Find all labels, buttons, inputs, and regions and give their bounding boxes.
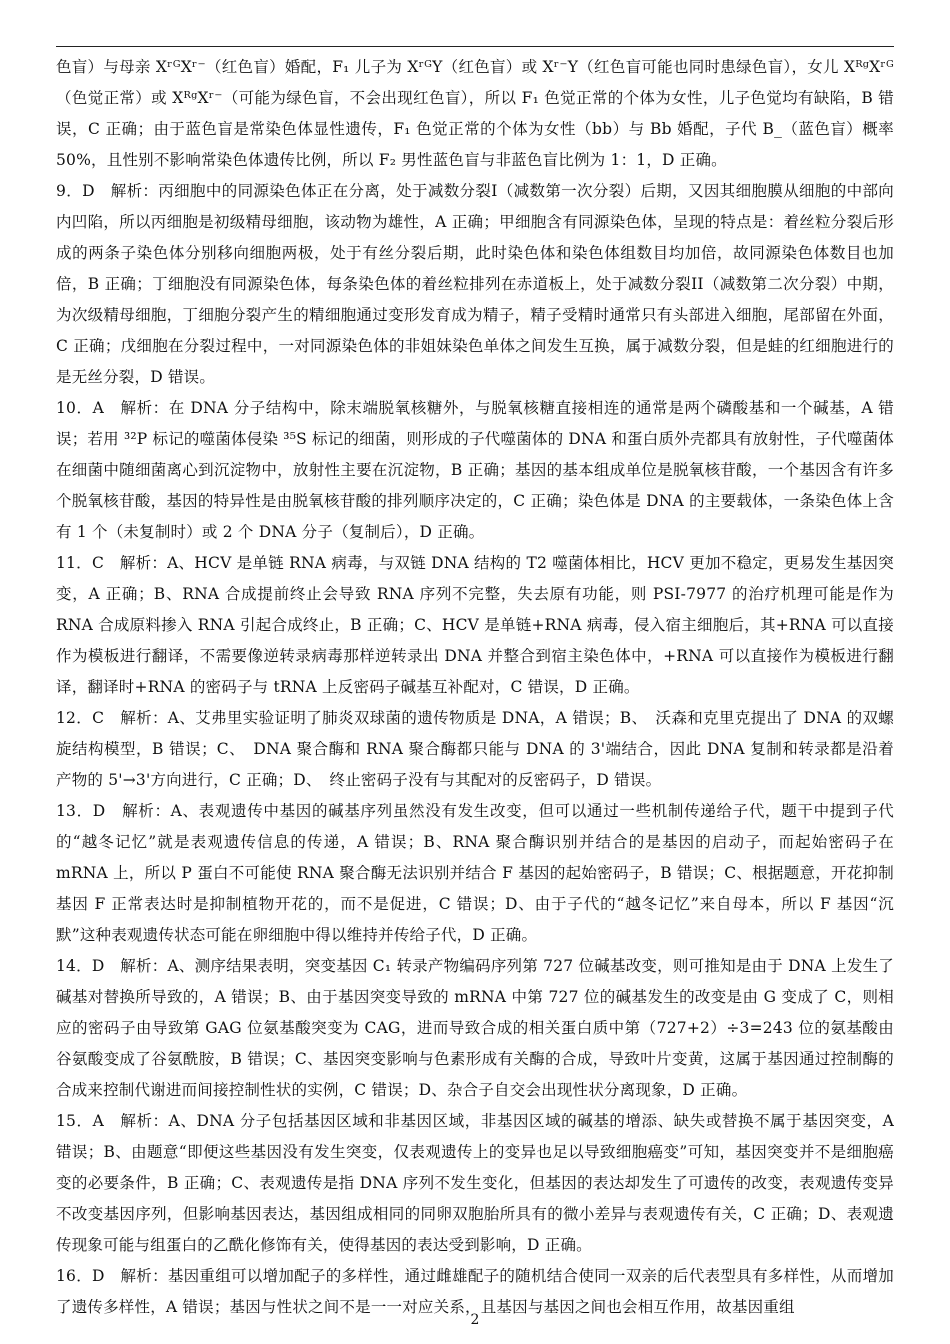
answer-text-body [56,52,894,1323]
answer-16: 16．D 解析：基因重组可以增加配子的多样性，通过雌雄配子的随机结合使同一双亲的后代表型具有多样性，从而增加了遗传多样性，A 错误；基因与性状之间不是一一对应关系，且基因与基因之间也会相互作用，故基因重组 [56,1267,894,1316]
page-number: 2 [470,1312,480,1328]
answer-13: 13．D 解析：A、表观遗传中基因的碱基序列虽然没有发生改变，但可以通过一些机制传递给子代，题干中提到子代的“越冬记忆”就是表观遗传信息的传递，A 错误；B、RNA 聚合酶识别并结合的是基因的启动子，而起始密码子在 mRNA 上，所以 P 蛋白不可能使 RNA 聚合酶无法识别并结合 F 基因的起始密码子，B 错误；C、根据题意，开花抑制基因 F 正常表达时是抑制植物开花的，而不是促进，C 错误；D、由于子代的“越冬记忆”来自母本，所以 F 基因“沉默”这种表观遗传状态可能在卵细胞中得以维持并传给子代，D 正确。 [56,802,894,944]
header-rule [56,46,894,47]
answer-14: 14．D 解析：A、测序结果表明，突变基因 C₁ 转录产物编码序列第 727 位碱基改变，则可推知是由于 DNA 上发生了碱基对替换所导致的，A 错误；B、由于基因突变导致的 mRNA 中第 727 位的碱基发生的改变是由 G 变成了 C，则相应的密码子由导致第 GAG 位氨基酸突变为 CAG，进而导致合成的相关蛋白质中第（727+2）÷3=243 位的氨基酸由谷氨酸变成了谷氨酰胺，B 错误；C、基因突变影响与色素形成有关酶的合成，导致叶片变黄，这属于基因通过控制酶的合成来控制代谢进而间接控制性状的实例，C 错误；D、杂合子自交会出现性状分离现象，D 正确。 [56,957,894,1099]
answer-10: 10．A 解析：在 DNA 分子结构中，除末端脱氧核糖外，与脱氧核糖直接相连的通常是两个磷酸基和一个碱基，A 错误；若用 ³²P 标记的噬菌体侵染 ³⁵S 标记的细菌，则形成的子代噬菌体的 DNA 和蛋白质外壳都具有放射性，子代噬菌体在细菌中随细菌离心到沉淀物中，放射性主要在沉淀物，B 正确；基因的基本组成单位是脱氧核苷酸，一个基因含有许多个脱氧核苷酸，基因的特异性是由脱氧核苷酸的排列顺序决定的，C 正确；染色体是 DNA 的主要载体，一条染色体上含有 1 个（未复制时）或 2 个 DNA 分子（复制后），D 正确。 [56,399,894,541]
answer-9: 9．D 解析：丙细胞中的同源染色体正在分离，处于减数分裂I（减数第一次分裂）后期，又因其细胞膜从细胞的中部向内凹陷，所以丙细胞是初级精母细胞，该动物为雄性，A 正确；甲细胞含有同源染色体，呈现的特点是：着丝粒分裂后形成的两条子染色体分别移向细胞两极，处于有丝分裂后期，此时染色体和染色体组数目均加倍，故同源染色体数目也加倍，B 正确；丁细胞没有同源染色体，每条染色体的着丝粒排列在赤道板上，处于减数分裂II（减数第二次分裂）中期，为次级精母细胞，丁细胞分裂产生的精细胞通过变形发育成为精子，精子受精时通常只有头部进入细胞，尾部留在外面，C 正确；戊细胞在分裂过程中，一对同源染色体的非姐妹染色单体之间发生互换，属于减数分裂，但是蛙的红细胞进行的是无丝分裂，D 错误。 [56,182,894,386]
answer-11: 11．C 解析：A、HCV 是单链 RNA 病毒，与双链 DNA 结构的 T2 噬菌体相比，HCV 更加不稳定，更易发生基因突变，A 正确；B、RNA 合成提前终止会导致 RNA 序列不完整，失去原有功能，则 PSI-7977 的治疗机理可能是作为 RNA 合成原料掺入 RNA 引起合成终止，B 正确；C、HCV 是单链+RNA 病毒，侵入宿主细胞后，其+RNA 可以直接作为模板进行翻译，不需要像逆转录病毒那样逆转录出 DNA 并整合到宿主染色体中，+RNA 可以直接作为模板进行翻译，翻译时+RNA 的密码子与 tRNA 上反密码子碱基互补配对，C 错误，D 正确。 [56,554,894,696]
answer-12: 12．C 解析：A、艾弗里实验证明了肺炎双球菌的遗传物质是 DNA，A 错误；B、 沃森和克里克提出了 DNA 的双螺旋结构模型，B 错误；C、 DNA 聚合酶和 RNA 聚合酶都只能与 DNA 的 3'端结合，因此 DNA 复制和转录都是沿着产物的 5'→3'方向进行，C 正确；D、 终止密码子没有与其配对的反密码子，D 错误。 [56,709,894,789]
paragraph-continuation: 色盲）与母亲 XʳᴳXʳ⁻（红色盲）婚配，F₁ 儿子为 XʳᴳY（红色盲）或 Xʳ⁻Y（红色盲可能也同时患绿色盲），女儿 XᴿᵍXʳᴳ（色觉正常）或 XᴿᵍXʳ⁻（可能为绿色盲，不会出现红色盲），所以 F₁ 色觉正常的个体为女性，儿子色觉均有缺陷，B 错误，C 正确；由于蓝色盲是常染色体显性遗传，F₁ 色觉正常的个体为女性（bb）与 Bb 婚配，子代 B_（蓝色盲）概率 50%，且性别不影响常染色体遗传比例，所以 F₂ 男性蓝色盲与非蓝色盲比例为 1：1，D 正确。 [56,58,894,169]
answer-15: 15．A 解析：A、DNA 分子包括基因区域和非基因区域，非基因区域的碱基的增添、缺失或替换不属于基因突变，A 错误；B、由题意“即便这些基因没有发生突变，仅表观遗传上的变异也足以导致细胞癌变”可知，基因突变并不是细胞癌变的必要条件，B 正确；C、表观遗传是指 DNA 序列不发生变化，但基因的表达却发生了可遗传的改变，表观遗传变异不改变基因序列，但影响基因表达，基因组成相同的同卵双胞胎所具有的微小差异与表观遗传有关，C 正确；D、表观遗传现象可能与组蛋白的乙酰化修饰有关，使得基因的表达受到影响，D 正确。 [56,1112,894,1254]
